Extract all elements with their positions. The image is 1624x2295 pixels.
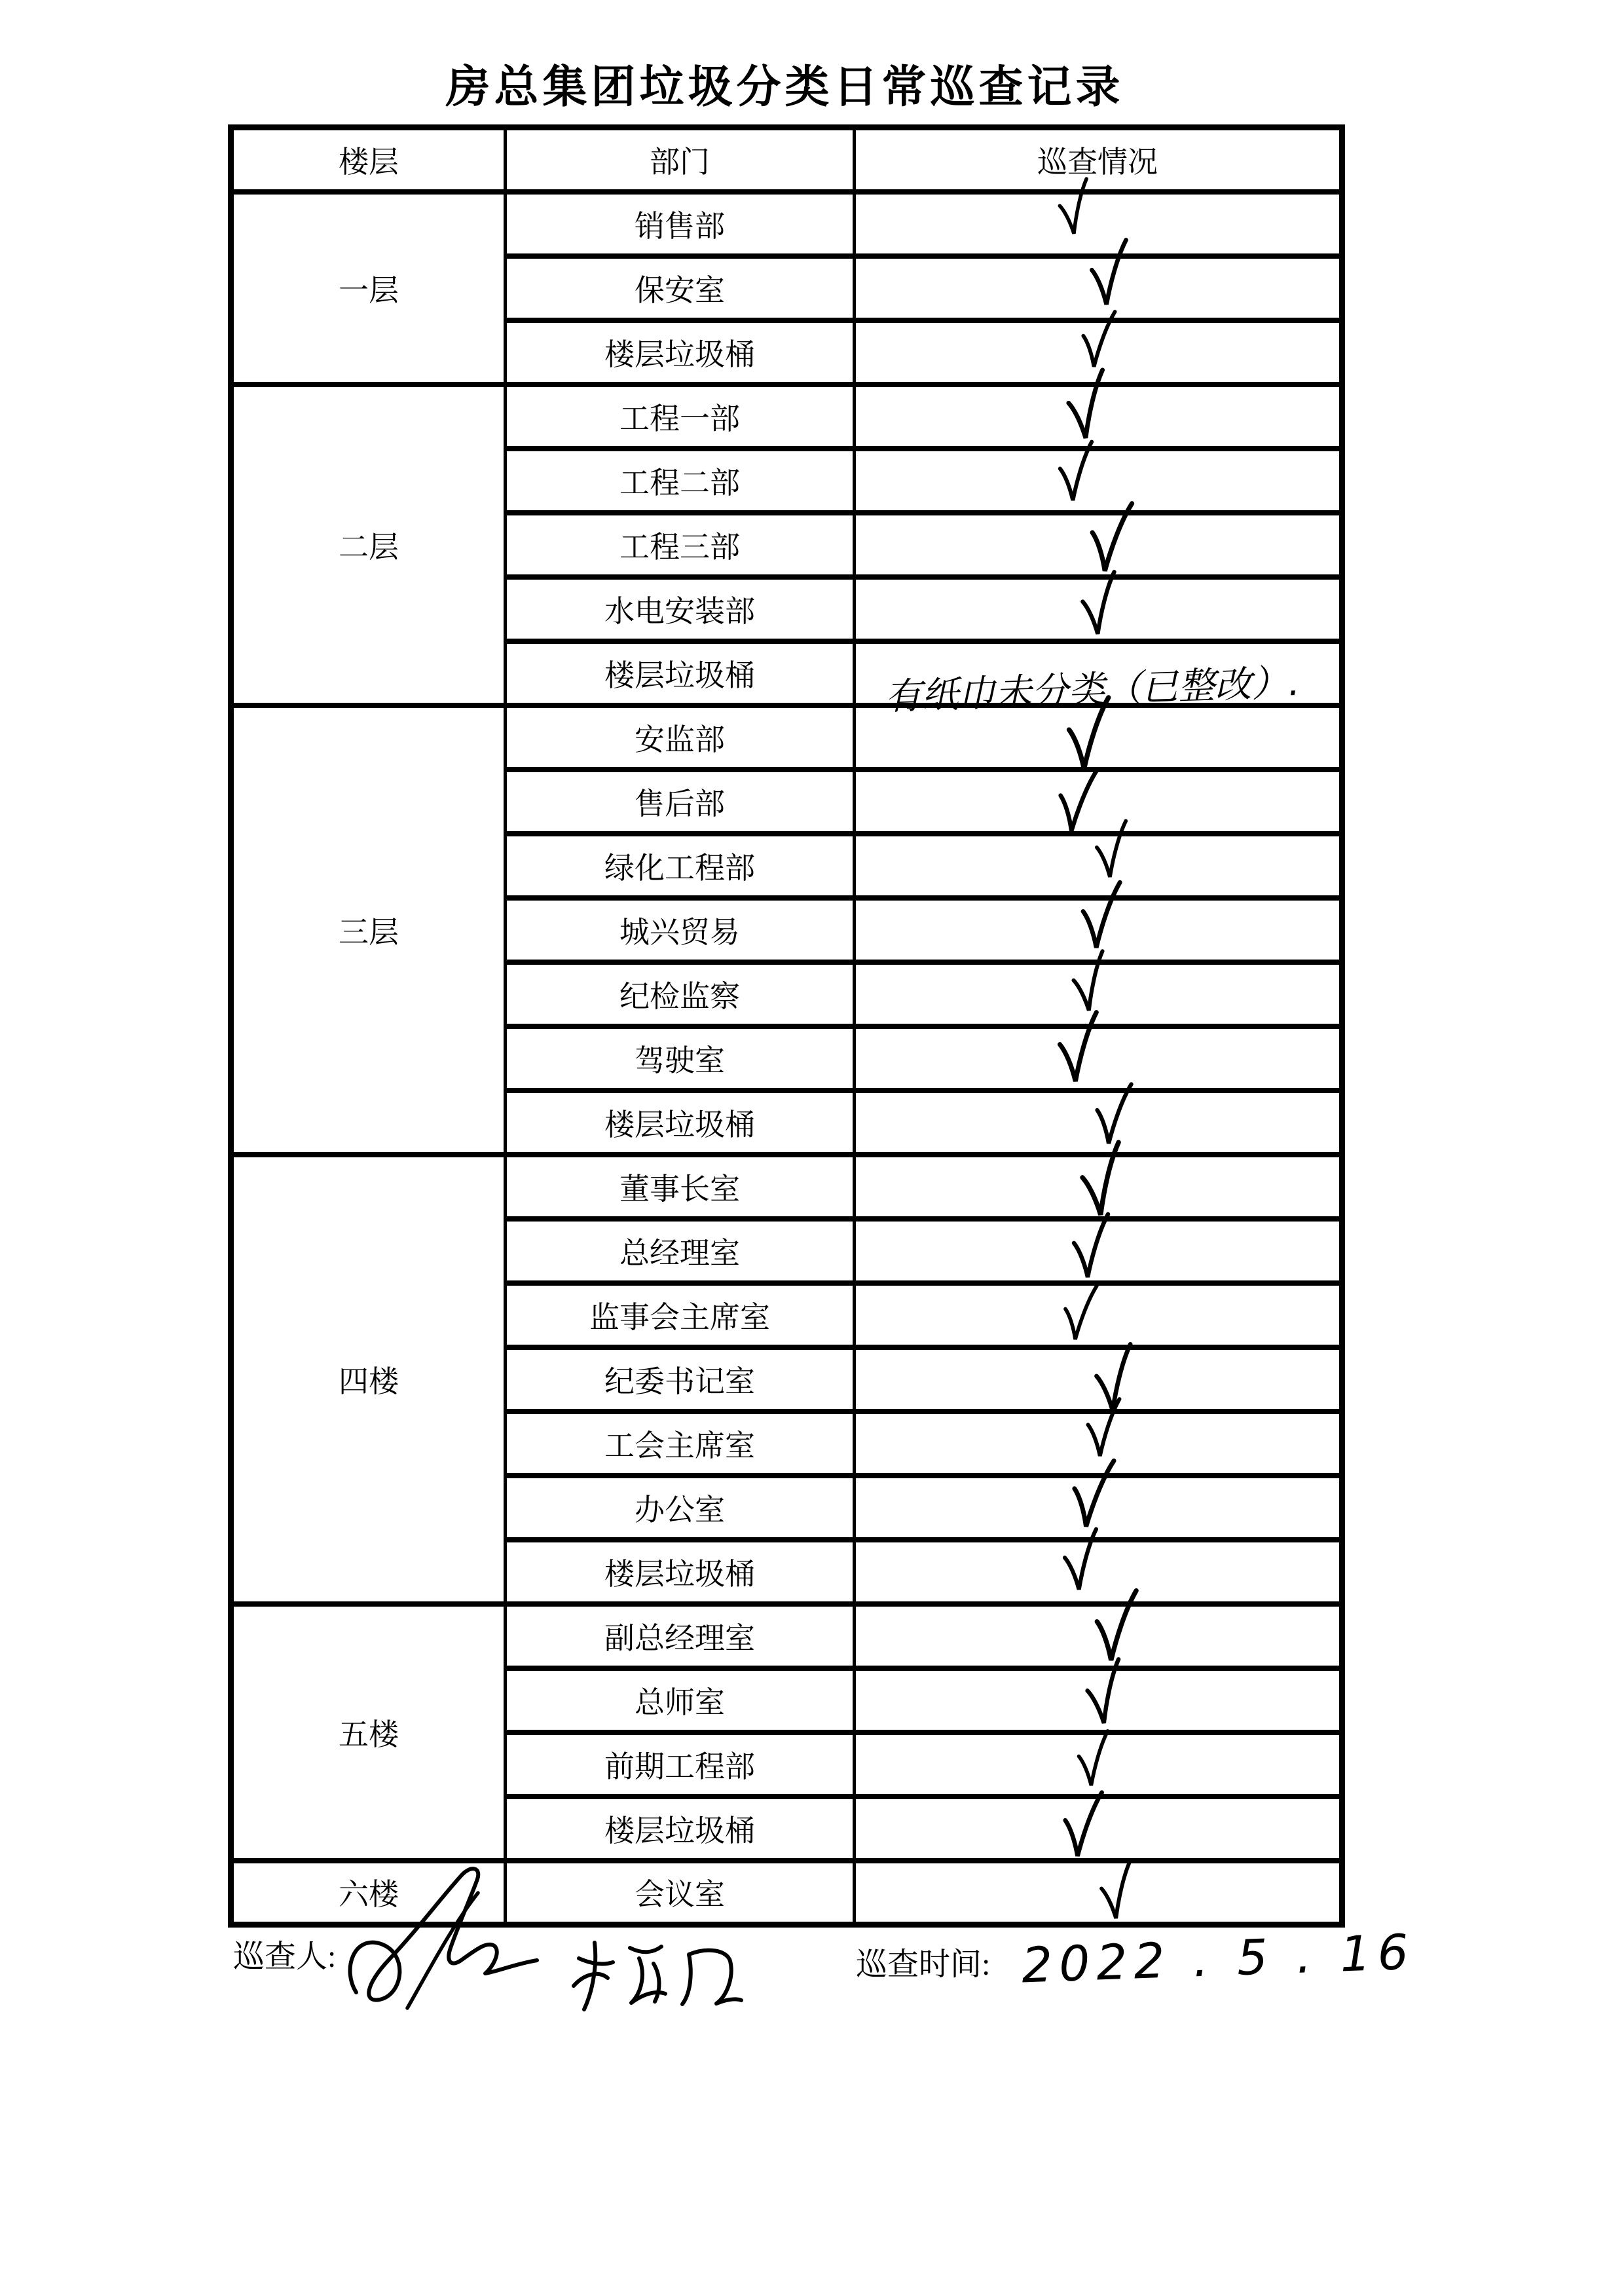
department-cell: 销售部 [506, 192, 855, 256]
status-cell [855, 1604, 1342, 1668]
department-cell: 前期工程部 [506, 1732, 855, 1797]
status-cell [855, 1347, 1342, 1411]
checkmark-icon [1057, 1278, 1103, 1351]
inspector-label: 巡查人: [233, 1939, 337, 1974]
department-cell: 工程二部 [506, 449, 855, 513]
inspection-time-label: 巡查时间: [856, 1947, 991, 1982]
floor-cell: 六楼 [231, 1861, 506, 1925]
department-cell: 董事长室 [506, 1155, 855, 1219]
table-row [231, 1604, 1342, 1668]
status-cell [855, 577, 1342, 641]
department-cell: 楼层垃圾桶 [506, 1091, 855, 1155]
department-cell: 副总经理室 [506, 1604, 855, 1668]
department-cell: 绿化工程部 [506, 834, 855, 898]
status-cell [855, 320, 1342, 384]
header-row [231, 128, 1342, 192]
department-cell: 监事会主席室 [506, 1283, 855, 1347]
table-row [231, 1155, 1342, 1219]
status-cell [855, 1283, 1342, 1347]
checkmark-icon [1073, 1726, 1115, 1795]
status-cell [855, 1091, 1342, 1155]
checkmark-icon [1050, 760, 1104, 845]
department-cell: 工程一部 [506, 384, 855, 449]
department-cell: 楼层垃圾桶 [506, 1797, 855, 1861]
status-cell [855, 513, 1342, 577]
status-cell [855, 1219, 1342, 1283]
checkmark-icon [1056, 1785, 1109, 1869]
table-row [231, 384, 1342, 449]
department-cell: 楼层垃圾桶 [506, 1540, 855, 1604]
checkmark-icon [1094, 1856, 1141, 1930]
department-cell: 城兴贸易 [506, 898, 855, 962]
status-cell [855, 256, 1342, 320]
floor-cell: 五楼 [231, 1604, 506, 1861]
status-cell [855, 1861, 1342, 1925]
inspection-date-handwritten: 2022 . 5 . 16 [1020, 1924, 1416, 1994]
status-cell [855, 384, 1342, 449]
status-cell [855, 705, 1342, 770]
checkmark-icon [1067, 1208, 1115, 1288]
header-cell-status: 巡查情况 [855, 128, 1342, 192]
status-cell [855, 962, 1342, 1026]
department-cell: 楼层垃圾桶 [506, 320, 855, 384]
status-cell [855, 1476, 1342, 1540]
status-cell [855, 1155, 1342, 1219]
department-cell: 办公室 [506, 1476, 855, 1540]
inspection-table [228, 124, 1345, 1928]
checkmark-icon [1054, 437, 1098, 511]
inspector-signature-1-icon [329, 1861, 551, 2025]
inspector-signature-2-icon [562, 1936, 752, 2021]
department-cell: 会议室 [506, 1861, 855, 1925]
department-cell: 楼层垃圾桶 [506, 641, 855, 705]
department-cell: 售后部 [506, 770, 855, 834]
status-cell [855, 641, 1342, 718]
department-cell: 纪检监察 [506, 962, 855, 1026]
status-cell [855, 192, 1342, 256]
status-cell [855, 449, 1342, 513]
header-cell-floor: 楼层 [231, 128, 506, 192]
status-cell [855, 1411, 1342, 1476]
status-cell [855, 1732, 1342, 1797]
department-cell: 总经理室 [506, 1219, 855, 1283]
status-cell [855, 1797, 1342, 1861]
status-cell [855, 1540, 1342, 1604]
department-cell: 工程三部 [506, 513, 855, 577]
department-cell: 水电安装部 [506, 577, 855, 641]
status-cell [855, 898, 1342, 962]
department-cell: 驾驶室 [506, 1026, 855, 1091]
document-title: 房总集团垃圾分类日常巡查记录 [445, 62, 1124, 112]
status-cell [855, 1026, 1342, 1091]
status-cell [855, 770, 1342, 834]
department-cell: 总师室 [506, 1668, 855, 1732]
table-row [231, 192, 1342, 256]
handwritten-note: 有纸巾未分类（已整改）. [884, 661, 1301, 718]
status-cell [855, 834, 1342, 898]
status-cell [855, 1668, 1342, 1732]
floor-cell: 一层 [231, 192, 506, 384]
table-row [231, 705, 1342, 770]
department-cell: 纪委书记室 [506, 1347, 855, 1411]
department-cell: 工会主席室 [506, 1411, 855, 1476]
department-cell: 保安室 [506, 256, 855, 320]
header-cell-department: 部门 [506, 128, 855, 192]
floor-cell: 四楼 [231, 1155, 506, 1604]
floor-cell: 三层 [231, 705, 506, 1155]
floor-cell: 二层 [231, 384, 506, 705]
department-cell: 安监部 [506, 705, 855, 770]
checkmark-icon [1075, 566, 1124, 646]
